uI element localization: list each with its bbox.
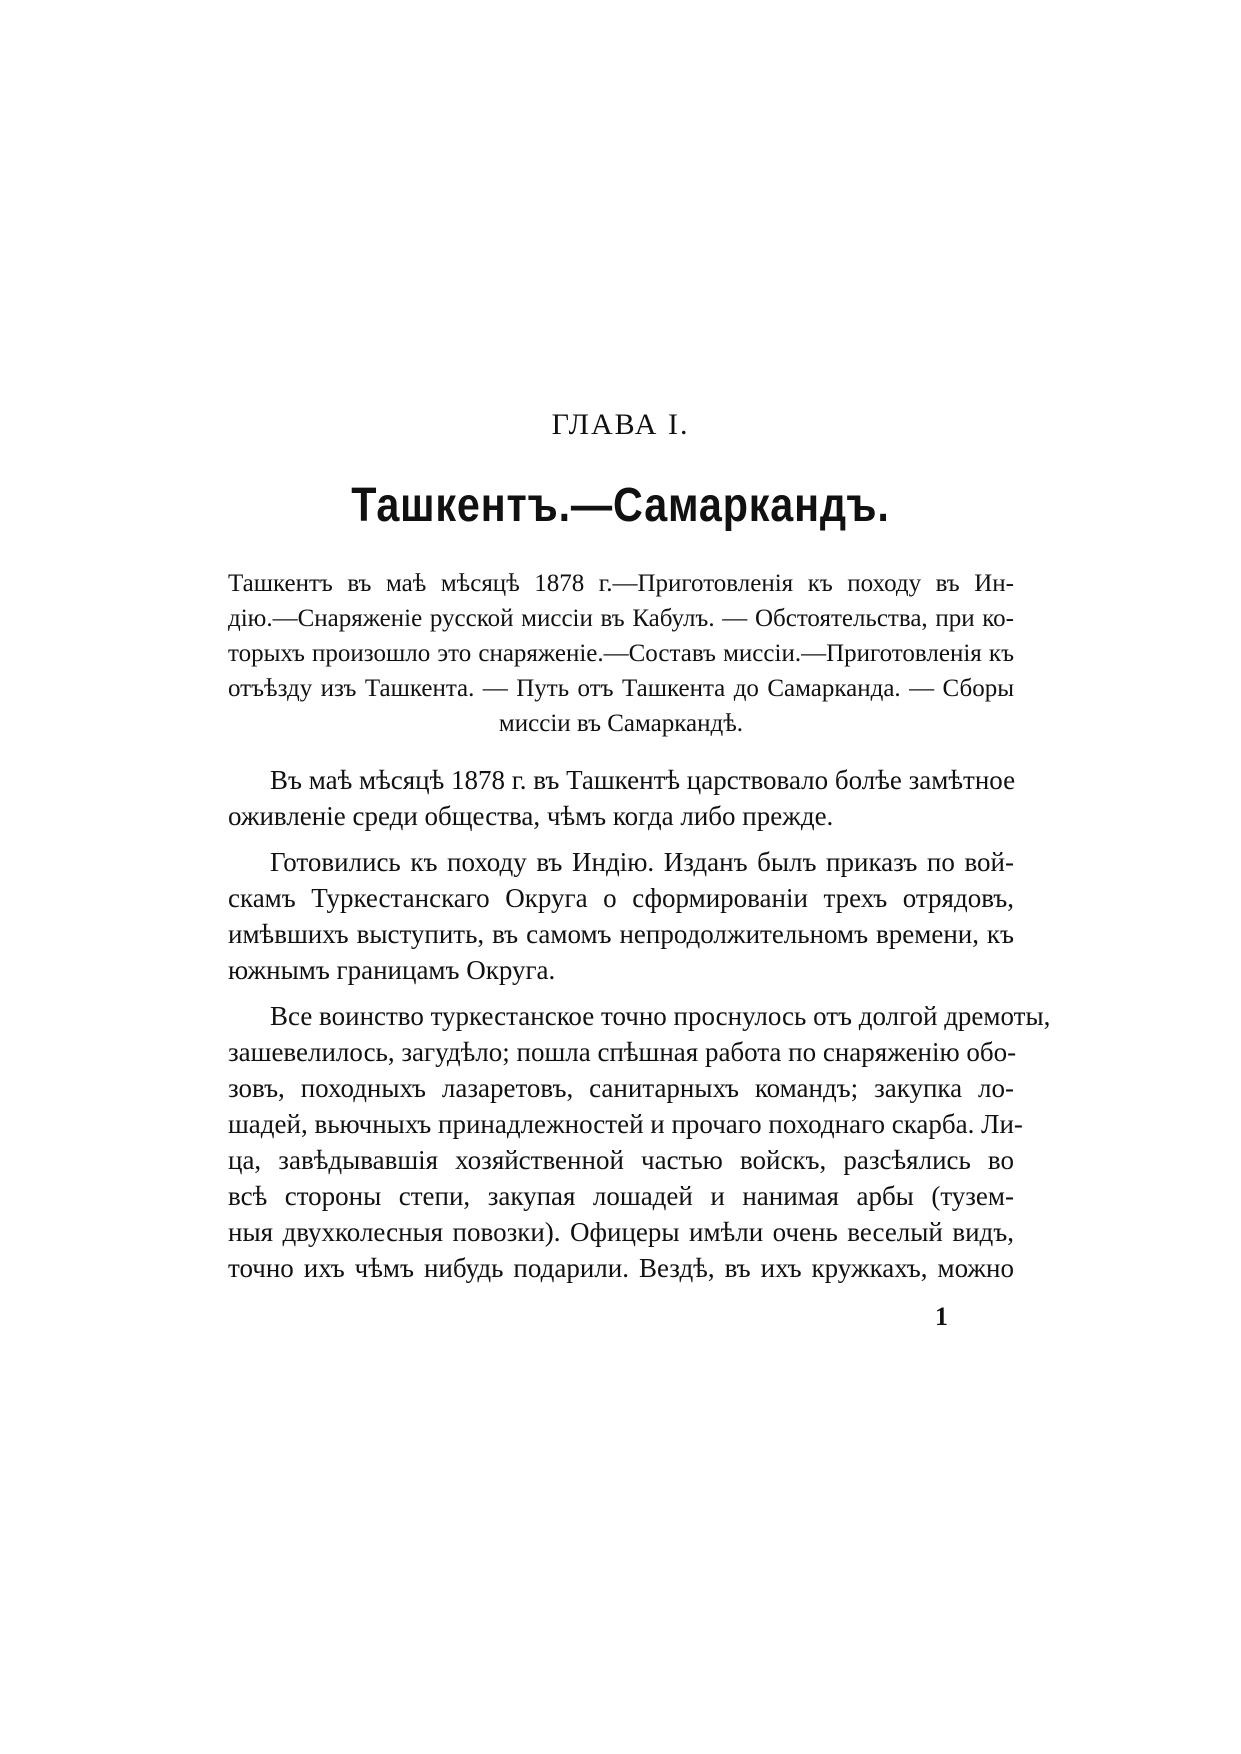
chapter-summary bbox=[228, 566, 1014, 741]
text-line: ца, завѣдывавшія хозяйственной частью войскъ, разсѣялись во bbox=[228, 1145, 1014, 1175]
text-line: всѣ стороны степи, закупая лошадей и нанимая арбы (тузем- bbox=[228, 1181, 1014, 1211]
paragraph bbox=[228, 844, 1014, 988]
summary-line: миссіи въ Самаркандѣ. bbox=[498, 710, 744, 737]
summary-line: отъѣзду изъ Ташкента. — Путь отъ Ташкента до Самарканда. — Сборы bbox=[228, 675, 1014, 702]
text-line: Въ маѣ мѣсяцѣ 1878 г. въ Ташкентѣ царствовало болѣе замѣтное bbox=[270, 765, 1016, 795]
chapter-label: ГЛАВА I. bbox=[551, 408, 690, 441]
text-line: оживленіе среди общества, чѣмъ когда либо прежде. bbox=[228, 801, 834, 831]
page-number: 1 bbox=[935, 1302, 948, 1331]
chapter-title: Ташкентъ.—Самаркандъ. bbox=[351, 479, 890, 532]
text-line: скамъ Туркестанскаго Округа о сформированіи трехъ отрядовъ, bbox=[228, 883, 1014, 913]
paragraph bbox=[228, 762, 1014, 834]
body-text bbox=[228, 762, 1051, 1296]
text-line: зовъ, походныхъ лазаретовъ, санитарныхъ командъ; закупка ло- bbox=[228, 1073, 1014, 1103]
text-line: южнымъ границамъ Округа. bbox=[228, 955, 556, 985]
text-line: ныя двухколесныя повозки). Офицеры имѣли очень веселый видъ, bbox=[228, 1217, 1014, 1247]
summary-line: торыхъ произошло это снаряженіе.—Составъ миссіи.—Приготовленія къ bbox=[228, 640, 1014, 667]
summary-line: дію.—Снаряженіе русской миссіи въ Кабулъ. — Обстоятельства, при ко- bbox=[228, 605, 1014, 632]
text-line: Готовились къ походу въ Индію. Изданъ былъ приказъ по вой- bbox=[270, 847, 1014, 877]
text-line: Все воинство туркестанское точно проснулось отъ долгой дремоты, bbox=[270, 1001, 1051, 1031]
text-line: точно ихъ чѣмъ нибудь подарили. Вездѣ, въ ихъ кружкахъ, можно bbox=[228, 1253, 1014, 1283]
text-line: имѣвшихъ выступить, въ самомъ непродолжительномъ времени, къ bbox=[228, 919, 1014, 949]
text-line: зашевелилось, загудѣло; пошла спѣшная работа по снаряженію обо- bbox=[228, 1037, 1017, 1067]
paragraph bbox=[228, 998, 1051, 1286]
text-line: шадей, вьючныхъ принадлежностей и прочаго походнаго скарба. Ли- bbox=[228, 1109, 1023, 1139]
summary-line: Ташкентъ въ маѣ мѣсяцѣ 1878 г.—Приготовленія къ походу въ Ин- bbox=[228, 570, 1014, 597]
